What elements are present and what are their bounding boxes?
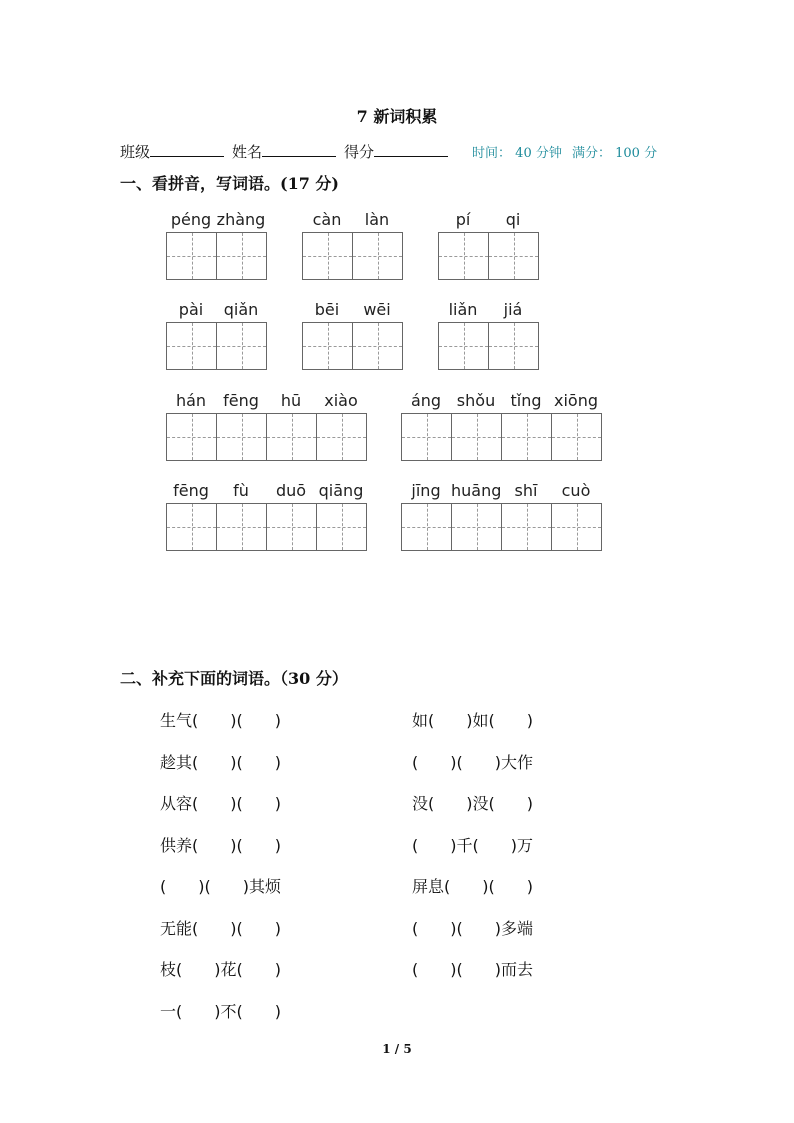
fill-blank-item[interactable]: 趁其( )( ) [160, 753, 281, 772]
section-2-heading: 二、补充下面的词语。（30 分） [120, 669, 348, 688]
character-writing-box[interactable] [439, 323, 489, 369]
character-writing-box[interactable] [502, 504, 552, 550]
pinyin-syllable: qiǎn [223, 300, 259, 319]
pinyin-group [302, 210, 403, 280]
pinyin-syllable: bēi [314, 300, 340, 319]
character-writing-box[interactable] [303, 323, 353, 369]
pinyin-group [302, 300, 403, 370]
pinyin-group [438, 300, 539, 370]
fill-blank-item[interactable]: 没( )没( ) [412, 794, 533, 813]
pinyin-syllable: jiá [503, 300, 523, 319]
fill-blank-item[interactable]: ( )( )其烦 [160, 877, 281, 896]
pinyin-syllable: qiāng [318, 481, 364, 500]
character-writing-box[interactable] [353, 323, 403, 369]
pinyin-syllable: hán [175, 391, 207, 410]
score-label: 得分 [344, 143, 375, 161]
pinyin-syllable: áng [410, 391, 442, 410]
character-writing-box[interactable] [217, 414, 267, 460]
character-writing-box[interactable] [353, 233, 403, 279]
pinyin-syllable: shī [514, 481, 538, 500]
time-limit [472, 142, 663, 161]
character-writing-box[interactable] [217, 233, 267, 279]
pinyin-syllable: làn [364, 210, 390, 229]
pinyin-syllable: xiào [324, 391, 358, 410]
student-info-row [120, 141, 663, 162]
pinyin-syllable: tǐng [510, 391, 542, 410]
class-field[interactable] [150, 142, 224, 157]
time-text: 时间： 40 分钟 [472, 146, 562, 161]
fill-blank-item[interactable]: 枝( )花( ) [160, 960, 281, 979]
pinyin-syllable: xiōng [554, 391, 598, 410]
fill-blank-item[interactable]: ( )千( )万 [412, 836, 533, 855]
character-writing-box[interactable] [167, 414, 217, 460]
pinyin-syllable: hū [280, 391, 302, 410]
character-writing-box[interactable] [552, 504, 602, 550]
fill-blank-item[interactable]: ( )( )而去 [412, 960, 533, 979]
character-writing-box[interactable] [439, 233, 489, 279]
character-writing-box[interactable] [402, 414, 452, 460]
character-writing-box[interactable] [217, 323, 267, 369]
character-writing-box[interactable] [167, 323, 217, 369]
pinyin-syllable: fēng [223, 391, 259, 410]
pinyin-group [166, 391, 367, 461]
pinyin-syllable: pí [455, 210, 471, 229]
pinyin-syllable: qi [505, 210, 521, 229]
pinyin-syllable: liǎn [448, 300, 478, 319]
character-writing-box[interactable] [303, 233, 353, 279]
pinyin-syllable: duō [275, 481, 307, 500]
pinyin-group [438, 210, 539, 280]
character-writing-box[interactable] [502, 414, 552, 460]
character-writing-box[interactable] [267, 504, 317, 550]
fill-blank-item[interactable]: 生气( )( ) [160, 711, 281, 730]
fill-blank-item[interactable]: 如( )如( ) [412, 711, 533, 730]
character-writing-box[interactable] [452, 414, 502, 460]
character-writing-box[interactable] [167, 233, 217, 279]
fill-blank-item[interactable]: 从容( )( ) [160, 794, 281, 813]
pinyin-group [401, 391, 602, 461]
pinyin-syllable: fēng [173, 481, 209, 500]
pinyin-group [166, 210, 267, 280]
fill-blank-item[interactable]: 供养( )( ) [160, 836, 281, 855]
section-1-heading: 一、看拼音，写词语。(17 分) [120, 174, 339, 193]
pinyin-syllable: pài [178, 300, 204, 319]
fill-blank-item[interactable]: ( )( )多端 [412, 919, 533, 938]
pinyin-syllable: huāng [451, 481, 502, 500]
character-writing-box[interactable] [489, 233, 539, 279]
pinyin-syllable: shǒu [456, 391, 496, 410]
pinyin-syllable: jīng [411, 481, 441, 500]
fill-blank-item[interactable]: ( )( )大作 [412, 753, 533, 772]
page-number: 1 / 5 [382, 1042, 412, 1056]
character-writing-box[interactable] [317, 504, 367, 550]
character-writing-box[interactable] [267, 414, 317, 460]
fill-blank-item[interactable]: 无能( )( ) [160, 919, 281, 938]
character-writing-box[interactable] [452, 504, 502, 550]
page-title: 7 新词积累 [356, 107, 438, 126]
character-writing-box[interactable] [489, 323, 539, 369]
fill-blank-item[interactable]: 屏息( )( ) [412, 877, 533, 896]
score-field[interactable] [374, 142, 448, 157]
character-writing-box[interactable] [317, 414, 367, 460]
character-writing-box[interactable] [402, 504, 452, 550]
pinyin-group [166, 300, 267, 370]
full-score-text: 满分： 100 分 [572, 146, 658, 161]
pinyin-group [401, 481, 602, 551]
character-writing-box[interactable] [167, 504, 217, 550]
pinyin-syllable: péng [170, 210, 212, 229]
name-label: 姓名 [232, 143, 263, 161]
pinyin-syllable: cuò [561, 481, 591, 500]
fill-blank-item[interactable]: 一( )不( ) [160, 1002, 281, 1021]
pinyin-syllable: zhàng [216, 210, 266, 229]
class-label: 班级 [120, 143, 151, 161]
pinyin-group [166, 481, 367, 551]
character-writing-box[interactable] [217, 504, 267, 550]
name-field[interactable] [262, 142, 336, 157]
character-writing-box[interactable] [552, 414, 602, 460]
pinyin-syllable: càn [312, 210, 342, 229]
pinyin-syllable: fù [233, 481, 249, 500]
pinyin-syllable: wēi [363, 300, 391, 319]
